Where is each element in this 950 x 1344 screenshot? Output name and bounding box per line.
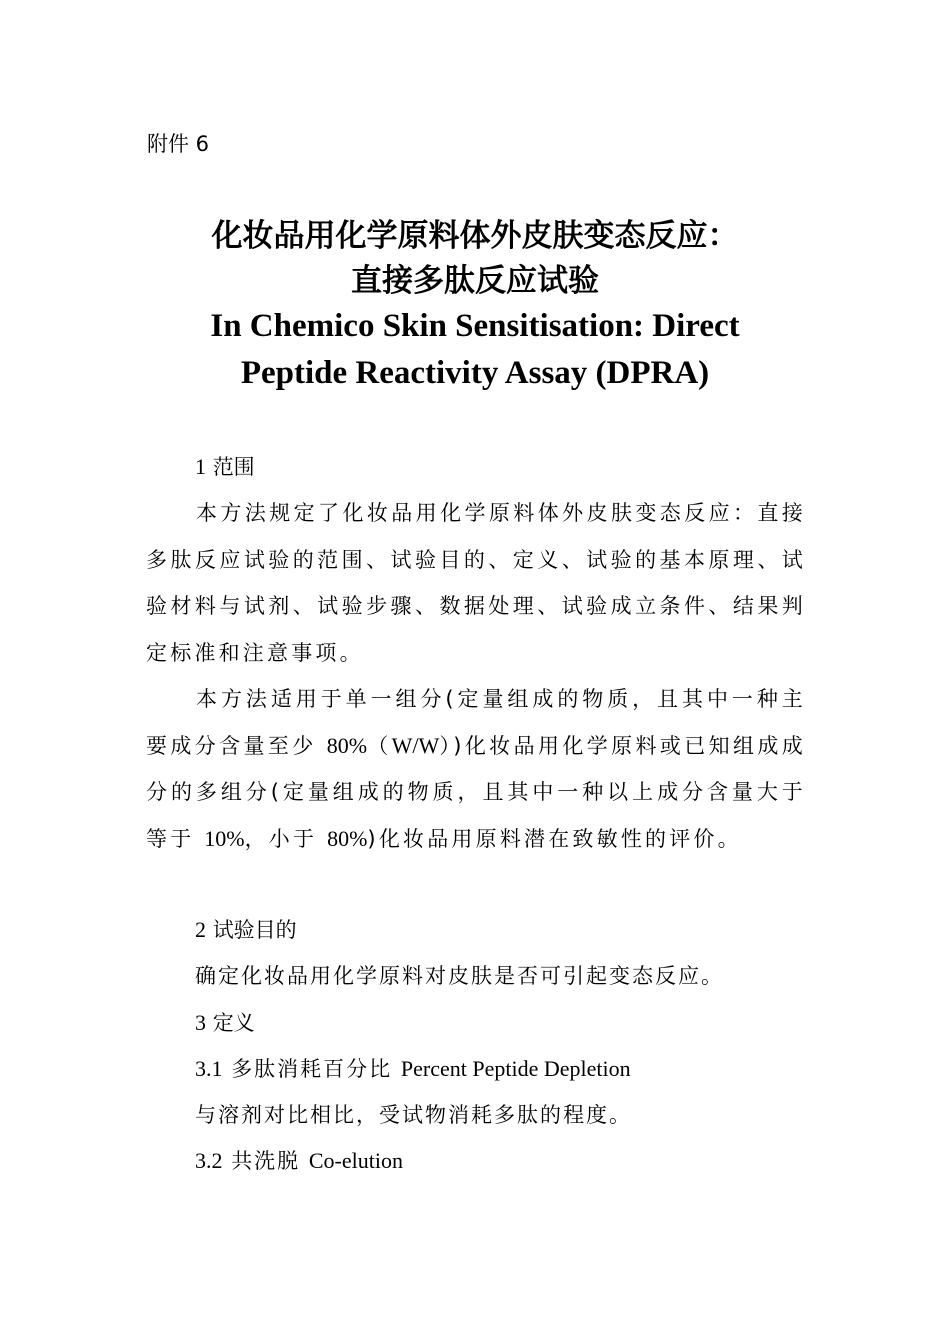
- para2-percent-80: 80%: [326, 732, 368, 758]
- title-cn-line1: 化妆品用化学原料体外皮肤变态反应：: [211, 218, 739, 254]
- section1-number: 1: [195, 454, 206, 479]
- para2-text-e: ）)化妆品用化学原料或已知组成成分的多组分(定量组成的物质，且其中一种以上成分含量大于等于: [146, 733, 806, 851]
- para2-percent-10: 10%: [204, 825, 245, 851]
- attachment-label: 附件 6: [147, 132, 210, 156]
- section1-heading: [195, 453, 255, 481]
- para2-text-g: ，小于: [244, 826, 328, 851]
- section1-title: 范围: [212, 455, 255, 479]
- section3-heading: [195, 1009, 255, 1037]
- title-cn-line2: 直接多肽反应试验: [351, 263, 599, 299]
- para2-text-i: )化妆品用原料潜在致敏性的评价。: [367, 826, 742, 851]
- para2-percent-80b: 80%: [327, 825, 368, 851]
- section2-number: 2: [195, 917, 206, 942]
- def1-cn-term: 多肽消耗百分比: [231, 1057, 393, 1081]
- section2-text: 确定化妆品用化学原料对皮肤是否可引起变态反应。: [195, 964, 724, 988]
- def1-number: 3.1: [195, 1056, 223, 1081]
- para2-ww: W/W: [391, 732, 440, 758]
- definition-3-2: [195, 1147, 403, 1175]
- title-en-line2: Peptide Reactivity Assay (DPRA): [240, 355, 710, 391]
- title-en-line1: In Chemico Skin Sensitisation: Direct: [210, 308, 740, 344]
- section3-number: 3: [195, 1010, 206, 1035]
- def1-en-term: Percent Peptide Depletion: [400, 1056, 631, 1081]
- section1-paragraph1: 本方法规定了化妆品用化学原料体外皮肤变态反应：直接多肽反应试验的范围、试验目的、定义、试验的基本原理、试验材料与试剂、试验步骤、数据处理、试验成立条件、结果判定标准和注意事项。: [146, 501, 806, 665]
- def2-en-term: Co-elution: [308, 1148, 403, 1173]
- section2-heading: [195, 916, 297, 944]
- def2-number: 3.2: [195, 1148, 223, 1173]
- para2-text-a: 本方法适用于单一组分(定量组成的物质，且其中一种主要成分含量至少: [146, 687, 806, 758]
- section2-title: 试验目的: [212, 918, 297, 942]
- section3-title: 定义: [212, 1011, 255, 1035]
- def2-cn-term: 共洗脱: [231, 1149, 301, 1173]
- definition-3-1: [195, 1055, 631, 1083]
- definition-3-1-text: 与溶剂对比相比，受试物消耗多肽的程度。: [195, 1103, 632, 1127]
- para2-paren-open: （: [367, 733, 392, 758]
- section1-paragraph2: [146, 676, 806, 862]
